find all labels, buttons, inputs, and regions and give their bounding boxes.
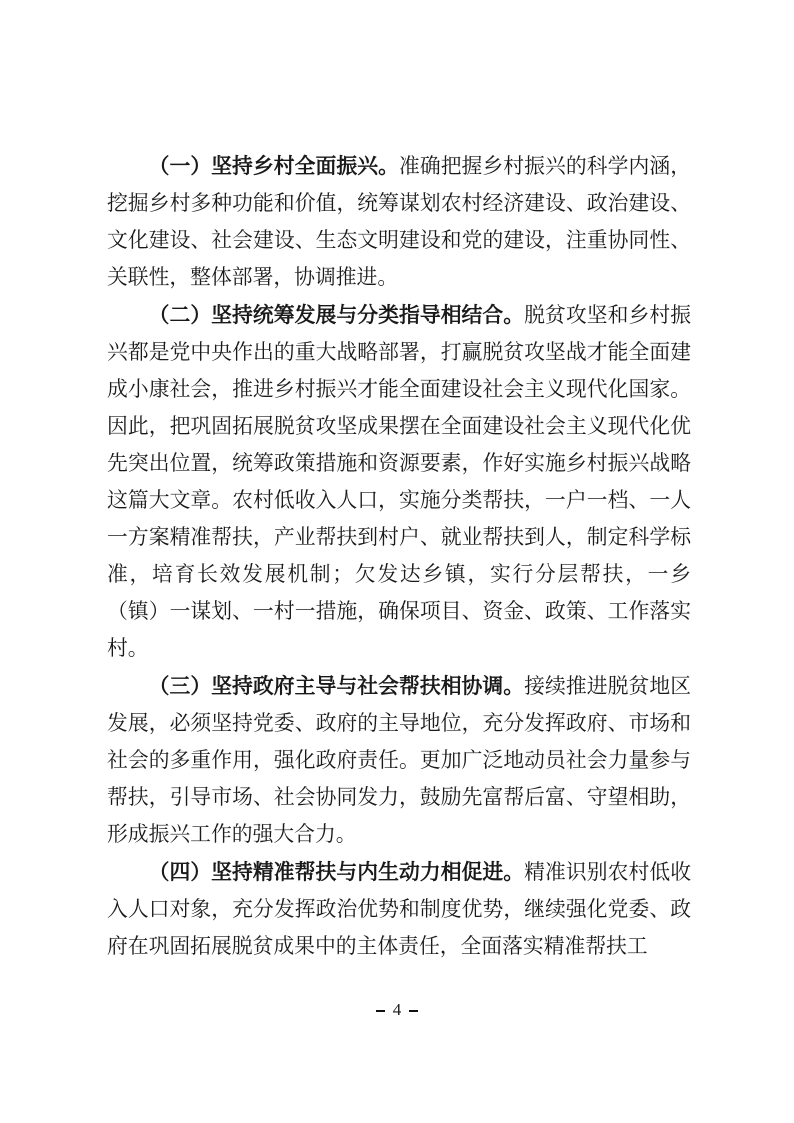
- paragraph-heading: （一）坚持乡村全面振兴。: [148, 153, 399, 178]
- paragraph-3: [107, 667, 691, 853]
- paragraph-4: [107, 853, 691, 965]
- paragraph-heading: （二）坚持统筹发展与分类指导相结合。: [148, 302, 525, 327]
- document-body: [107, 147, 691, 965]
- paragraph-1: [107, 147, 691, 296]
- page-number: 4: [392, 1000, 402, 1019]
- dash-right: [409, 1010, 418, 1012]
- paragraph-text: 精准识别农村低收入人口对象，充分发挥政治优势和制度优势，继续强化党委、政府在巩固拓展脱贫成果中的主体责任，全面落实精准帮扶工: [107, 860, 692, 958]
- paragraph-text: 准确把握乡村振兴的科学内涵，挖掘乡村多种功能和价值，统筹谋划农村经济建设、政治建设、文化建设、社会建设、生态文明建设和党的建设，注重协同性、关联性，整体部署，协调推进。: [107, 154, 692, 289]
- dash-left: [376, 1010, 385, 1012]
- page-footer: [0, 1000, 794, 1020]
- paragraph-heading: （三）坚持政府主导与社会帮扶相协调。: [148, 673, 525, 698]
- paragraph-text: 接续推进脱贫地区发展，必须坚持党委、政府的主导地位，充分发挥政府、市场和社会的多重作用，强化政府责任。更加广泛地动员社会力量参与帮扶，引导市场、社会协同发力，鼓励先富帮后富、守望相助，形成振兴工作的强大合力。: [107, 674, 692, 846]
- paragraph-2: [107, 296, 691, 667]
- paragraph-heading: （四）坚持精准帮扶与内生动力相促进。: [148, 859, 525, 884]
- paragraph-text: 脱贫攻坚和乡村振兴都是党中央作出的重大战略部署，打赢脱贫攻坚战才能全面建成小康社会，推进乡村振兴才能全面建设社会主义现代化国家。因此，把巩固拓展脱贫攻坚成果摆在全面建设社会主义现代化优先突出位置，统筹政策措施和资源要素，作好实施乡村振兴战略这篇大文章。农村低收入人口，实施分类帮扶，一户一档、一人一方案精准帮扶，产业帮扶到村户、就业帮扶到人，制定科学标准，培育长效发展机制；欠发达乡镇，实行分层帮扶，一乡（镇）一谋划、一村一措施，确保项目、资金、政策、工作落实村。: [107, 303, 692, 660]
